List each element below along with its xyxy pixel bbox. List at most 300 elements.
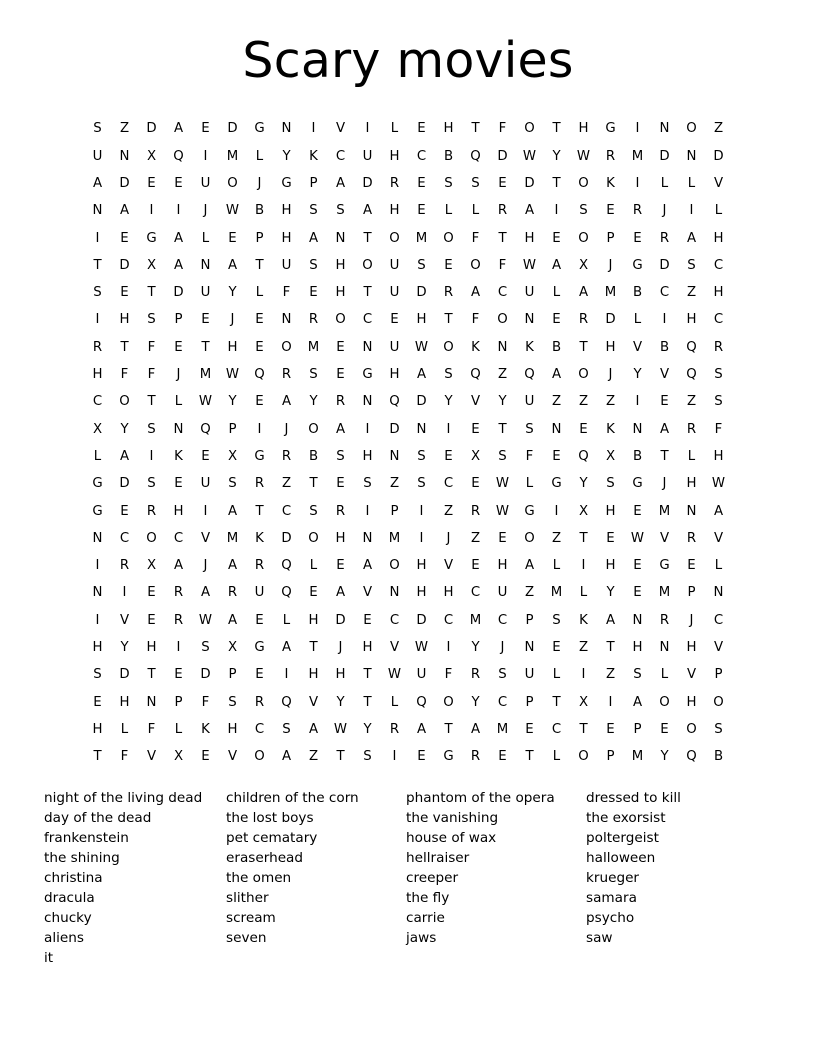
- grid-cell[interactable]: Y: [606, 585, 615, 601]
- grid-cell[interactable]: H: [632, 639, 643, 655]
- grid-cell[interactable]: U: [524, 394, 535, 410]
- grid-cell[interactable]: R: [443, 285, 454, 301]
- grid-cell[interactable]: O: [470, 257, 481, 273]
- grid-cell[interactable]: A: [686, 230, 697, 246]
- grid-cell[interactable]: G: [659, 558, 670, 574]
- grid-cell[interactable]: U: [281, 257, 292, 273]
- grid-cell[interactable]: Q: [281, 585, 292, 601]
- grid-cell[interactable]: A: [173, 121, 184, 137]
- grid-cell[interactable]: H: [92, 721, 103, 737]
- grid-cell[interactable]: H: [335, 257, 346, 273]
- grid-cell[interactable]: I: [203, 503, 208, 519]
- grid-cell[interactable]: P: [255, 230, 264, 246]
- grid-cell[interactable]: A: [227, 612, 238, 628]
- grid-cell[interactable]: N: [632, 421, 643, 437]
- grid-cell[interactable]: L: [255, 285, 264, 301]
- grid-cell[interactable]: T: [93, 257, 102, 273]
- grid-cell[interactable]: R: [254, 558, 265, 574]
- grid-cell[interactable]: H: [443, 585, 454, 601]
- word-list-item[interactable]: halloween: [586, 850, 656, 867]
- grid-cell[interactable]: E: [660, 721, 669, 737]
- grid-cell[interactable]: J: [662, 476, 667, 492]
- grid-cell[interactable]: Z: [605, 394, 616, 410]
- grid-cell[interactable]: A: [362, 558, 373, 574]
- grid-cell[interactable]: H: [416, 585, 427, 601]
- grid-cell[interactable]: G: [254, 639, 265, 655]
- grid-cell[interactable]: X: [578, 503, 589, 519]
- grid-cell[interactable]: M: [631, 749, 644, 765]
- grid-cell[interactable]: Y: [660, 749, 669, 765]
- grid-cell[interactable]: E: [498, 175, 507, 191]
- grid-cell[interactable]: E: [606, 530, 615, 546]
- grid-cell[interactable]: T: [147, 285, 156, 301]
- grid-cell[interactable]: I: [149, 203, 154, 219]
- grid-cell[interactable]: X: [146, 257, 157, 273]
- grid-cell[interactable]: O: [659, 694, 670, 710]
- grid-cell[interactable]: Y: [363, 721, 372, 737]
- grid-cell[interactable]: D: [659, 257, 670, 273]
- grid-cell[interactable]: E: [633, 585, 642, 601]
- grid-cell[interactable]: L: [687, 175, 696, 191]
- grid-cell[interactable]: U: [389, 257, 400, 273]
- grid-cell[interactable]: E: [255, 612, 264, 628]
- grid-cell[interactable]: T: [120, 339, 129, 355]
- grid-cell[interactable]: W: [630, 530, 645, 546]
- grid-cell[interactable]: A: [281, 394, 292, 410]
- grid-cell[interactable]: E: [660, 394, 669, 410]
- grid-cell[interactable]: L: [309, 558, 318, 574]
- grid-cell[interactable]: S: [525, 421, 534, 437]
- grid-cell[interactable]: L: [633, 312, 642, 328]
- grid-cell[interactable]: A: [335, 585, 346, 601]
- grid-cell[interactable]: I: [581, 667, 586, 683]
- grid-cell[interactable]: H: [605, 503, 616, 519]
- grid-cell[interactable]: M: [199, 367, 212, 383]
- grid-cell[interactable]: T: [363, 230, 372, 246]
- grid-cell[interactable]: E: [606, 721, 615, 737]
- grid-cell[interactable]: I: [95, 312, 100, 328]
- grid-cell[interactable]: Y: [336, 694, 345, 710]
- grid-cell[interactable]: Z: [551, 394, 562, 410]
- grid-cell[interactable]: E: [633, 503, 642, 519]
- grid-cell[interactable]: H: [389, 148, 400, 164]
- grid-cell[interactable]: L: [552, 558, 561, 574]
- grid-cell[interactable]: R: [254, 694, 265, 710]
- word-list-item[interactable]: dressed to kill: [586, 790, 681, 807]
- grid-cell[interactable]: C: [416, 148, 427, 164]
- grid-cell[interactable]: T: [498, 421, 507, 437]
- grid-cell[interactable]: A: [632, 694, 643, 710]
- grid-cell[interactable]: T: [309, 476, 318, 492]
- grid-cell[interactable]: M: [658, 585, 671, 601]
- grid-cell[interactable]: J: [500, 639, 505, 655]
- grid-cell[interactable]: A: [551, 257, 562, 273]
- grid-cell[interactable]: N: [173, 421, 184, 437]
- grid-cell[interactable]: G: [281, 175, 292, 191]
- word-list-item[interactable]: the shining: [44, 850, 120, 867]
- grid-cell[interactable]: K: [579, 612, 588, 628]
- grid-cell[interactable]: H: [362, 639, 373, 655]
- grid-cell[interactable]: I: [122, 585, 127, 601]
- grid-cell[interactable]: L: [390, 694, 399, 710]
- grid-cell[interactable]: R: [470, 503, 481, 519]
- grid-cell[interactable]: N: [713, 585, 724, 601]
- grid-cell[interactable]: G: [362, 367, 373, 383]
- grid-cell[interactable]: E: [606, 203, 615, 219]
- grid-cell[interactable]: K: [174, 448, 183, 464]
- grid-cell[interactable]: Z: [713, 121, 724, 137]
- grid-cell[interactable]: T: [363, 285, 372, 301]
- grid-cell[interactable]: E: [255, 339, 264, 355]
- grid-cell[interactable]: S: [417, 476, 426, 492]
- grid-cell[interactable]: E: [687, 558, 696, 574]
- grid-cell[interactable]: X: [227, 448, 238, 464]
- grid-cell[interactable]: Y: [309, 394, 318, 410]
- grid-cell[interactable]: F: [147, 721, 156, 737]
- grid-cell[interactable]: W: [522, 257, 537, 273]
- grid-cell[interactable]: W: [495, 476, 510, 492]
- grid-cell[interactable]: U: [200, 476, 211, 492]
- grid-cell[interactable]: O: [524, 530, 535, 546]
- grid-cell[interactable]: H: [227, 339, 238, 355]
- grid-cell[interactable]: E: [552, 639, 561, 655]
- grid-cell[interactable]: X: [578, 257, 589, 273]
- grid-cell[interactable]: N: [632, 612, 643, 628]
- grid-cell[interactable]: J: [203, 558, 208, 574]
- grid-cell[interactable]: D: [497, 148, 508, 164]
- grid-cell[interactable]: I: [365, 421, 370, 437]
- grid-cell[interactable]: X: [146, 558, 157, 574]
- grid-cell[interactable]: L: [714, 558, 723, 574]
- grid-cell[interactable]: G: [524, 503, 535, 519]
- grid-cell[interactable]: M: [415, 230, 428, 246]
- word-list-item[interactable]: samara: [586, 890, 637, 907]
- word-list-item[interactable]: pet cematary: [226, 830, 318, 847]
- grid-cell[interactable]: V: [227, 749, 238, 765]
- grid-cell[interactable]: W: [495, 503, 510, 519]
- grid-cell[interactable]: S: [714, 367, 723, 383]
- grid-cell[interactable]: E: [174, 339, 183, 355]
- grid-cell[interactable]: F: [120, 749, 129, 765]
- grid-cell[interactable]: I: [257, 421, 262, 437]
- grid-cell[interactable]: S: [309, 503, 318, 519]
- grid-cell[interactable]: T: [498, 230, 507, 246]
- grid-cell[interactable]: T: [147, 394, 156, 410]
- grid-cell[interactable]: G: [92, 503, 103, 519]
- grid-cell[interactable]: Y: [228, 394, 237, 410]
- grid-cell[interactable]: R: [389, 721, 400, 737]
- grid-cell[interactable]: Q: [470, 367, 481, 383]
- grid-cell[interactable]: A: [416, 721, 427, 737]
- grid-cell[interactable]: M: [307, 339, 320, 355]
- grid-cell[interactable]: Z: [551, 530, 562, 546]
- grid-cell[interactable]: S: [417, 257, 426, 273]
- grid-cell[interactable]: J: [608, 367, 613, 383]
- grid-cell[interactable]: I: [95, 558, 100, 574]
- grid-cell[interactable]: R: [389, 175, 400, 191]
- grid-cell[interactable]: A: [173, 230, 184, 246]
- grid-cell[interactable]: S: [579, 203, 588, 219]
- grid-cell[interactable]: V: [146, 749, 157, 765]
- grid-cell[interactable]: M: [658, 503, 671, 519]
- grid-cell[interactable]: A: [524, 558, 535, 574]
- grid-cell[interactable]: K: [606, 421, 615, 437]
- grid-cell[interactable]: F: [147, 339, 156, 355]
- grid-cell[interactable]: T: [336, 749, 345, 765]
- grid-cell[interactable]: I: [311, 121, 316, 137]
- grid-cell[interactable]: I: [203, 148, 208, 164]
- grid-cell[interactable]: Q: [686, 339, 697, 355]
- grid-cell[interactable]: U: [92, 148, 103, 164]
- grid-cell[interactable]: D: [227, 121, 238, 137]
- grid-cell[interactable]: L: [660, 175, 669, 191]
- grid-cell[interactable]: H: [686, 639, 697, 655]
- grid-cell[interactable]: U: [200, 175, 211, 191]
- grid-cell[interactable]: D: [416, 285, 427, 301]
- grid-cell[interactable]: Y: [120, 639, 129, 655]
- word-list-item[interactable]: phantom of the opera: [406, 790, 555, 807]
- word-list-item[interactable]: dracula: [44, 890, 95, 907]
- grid-cell[interactable]: D: [119, 476, 130, 492]
- word-list-item[interactable]: psycho: [586, 910, 635, 927]
- grid-cell[interactable]: I: [392, 749, 397, 765]
- grid-cell[interactable]: C: [362, 312, 373, 328]
- word-list-item[interactable]: day of the dead: [44, 810, 152, 827]
- grid-cell[interactable]: O: [578, 175, 589, 191]
- grid-cell[interactable]: O: [443, 694, 454, 710]
- grid-cell[interactable]: R: [659, 612, 670, 628]
- grid-cell[interactable]: Y: [444, 394, 453, 410]
- grid-cell[interactable]: E: [255, 667, 264, 683]
- grid-cell[interactable]: I: [689, 203, 694, 219]
- grid-cell[interactable]: H: [92, 367, 103, 383]
- grid-cell[interactable]: L: [714, 203, 723, 219]
- grid-cell[interactable]: R: [686, 421, 697, 437]
- grid-cell[interactable]: N: [389, 585, 400, 601]
- grid-cell[interactable]: D: [200, 667, 211, 683]
- grid-cell[interactable]: Y: [471, 639, 480, 655]
- grid-cell[interactable]: Z: [686, 394, 697, 410]
- grid-cell[interactable]: E: [147, 612, 156, 628]
- grid-cell[interactable]: Y: [498, 394, 507, 410]
- grid-cell[interactable]: R: [173, 585, 184, 601]
- grid-cell[interactable]: V: [470, 394, 481, 410]
- grid-cell[interactable]: Q: [200, 421, 211, 437]
- grid-cell[interactable]: P: [633, 721, 642, 737]
- grid-cell[interactable]: S: [336, 203, 345, 219]
- grid-cell[interactable]: X: [578, 694, 589, 710]
- grid-cell[interactable]: Q: [281, 694, 292, 710]
- grid-cell[interactable]: R: [281, 367, 292, 383]
- grid-cell[interactable]: V: [443, 558, 454, 574]
- grid-cell[interactable]: C: [497, 285, 508, 301]
- grid-cell[interactable]: R: [308, 312, 319, 328]
- grid-cell[interactable]: D: [416, 394, 427, 410]
- grid-cell[interactable]: L: [201, 230, 210, 246]
- grid-cell[interactable]: V: [200, 530, 211, 546]
- grid-cell[interactable]: T: [444, 721, 453, 737]
- grid-cell[interactable]: O: [578, 367, 589, 383]
- grid-cell[interactable]: K: [471, 339, 480, 355]
- grid-cell[interactable]: A: [308, 230, 319, 246]
- grid-cell[interactable]: A: [362, 203, 373, 219]
- grid-cell[interactable]: R: [146, 503, 157, 519]
- grid-cell[interactable]: D: [335, 612, 346, 628]
- grid-cell[interactable]: Z: [686, 285, 697, 301]
- grid-cell[interactable]: O: [281, 339, 292, 355]
- grid-cell[interactable]: S: [309, 203, 318, 219]
- grid-cell[interactable]: E: [579, 421, 588, 437]
- grid-cell[interactable]: S: [498, 667, 507, 683]
- grid-cell[interactable]: A: [281, 749, 292, 765]
- grid-cell[interactable]: F: [282, 285, 291, 301]
- grid-cell[interactable]: M: [226, 148, 239, 164]
- grid-cell[interactable]: H: [686, 694, 697, 710]
- grid-cell[interactable]: O: [578, 230, 589, 246]
- grid-cell[interactable]: E: [471, 558, 480, 574]
- grid-cell[interactable]: N: [119, 148, 130, 164]
- grid-cell[interactable]: G: [443, 749, 454, 765]
- grid-cell[interactable]: E: [363, 612, 372, 628]
- grid-cell[interactable]: H: [362, 448, 373, 464]
- grid-cell[interactable]: E: [417, 203, 426, 219]
- grid-cell[interactable]: E: [120, 230, 129, 246]
- grid-cell[interactable]: E: [417, 121, 426, 137]
- grid-cell[interactable]: Q: [578, 448, 589, 464]
- grid-cell[interactable]: N: [659, 121, 670, 137]
- grid-cell[interactable]: T: [579, 530, 588, 546]
- grid-cell[interactable]: H: [686, 312, 697, 328]
- word-list-item[interactable]: carrie: [406, 910, 445, 927]
- grid-cell[interactable]: E: [498, 749, 507, 765]
- grid-cell[interactable]: E: [471, 476, 480, 492]
- grid-cell[interactable]: B: [659, 339, 670, 355]
- grid-cell[interactable]: G: [632, 476, 643, 492]
- grid-cell[interactable]: Z: [308, 749, 319, 765]
- grid-cell[interactable]: C: [254, 721, 265, 737]
- grid-cell[interactable]: U: [362, 148, 373, 164]
- grid-cell[interactable]: T: [147, 667, 156, 683]
- grid-cell[interactable]: M: [604, 285, 617, 301]
- grid-cell[interactable]: H: [227, 721, 238, 737]
- grid-cell[interactable]: V: [686, 667, 697, 683]
- grid-cell[interactable]: E: [336, 476, 345, 492]
- grid-cell[interactable]: A: [659, 421, 670, 437]
- grid-cell[interactable]: H: [686, 476, 697, 492]
- grid-cell[interactable]: Y: [579, 476, 588, 492]
- grid-cell[interactable]: O: [227, 175, 238, 191]
- grid-cell[interactable]: B: [632, 448, 643, 464]
- grid-cell[interactable]: F: [714, 421, 723, 437]
- grid-cell[interactable]: A: [551, 367, 562, 383]
- grid-cell[interactable]: W: [576, 148, 591, 164]
- grid-cell[interactable]: R: [632, 203, 643, 219]
- grid-cell[interactable]: S: [714, 394, 723, 410]
- grid-cell[interactable]: P: [228, 667, 237, 683]
- grid-cell[interactable]: Q: [524, 367, 535, 383]
- grid-cell[interactable]: N: [335, 230, 346, 246]
- grid-cell[interactable]: P: [228, 421, 237, 437]
- grid-cell[interactable]: H: [578, 121, 589, 137]
- grid-cell[interactable]: F: [498, 121, 507, 137]
- grid-cell[interactable]: A: [200, 585, 211, 601]
- grid-cell[interactable]: I: [554, 203, 559, 219]
- grid-cell[interactable]: N: [686, 503, 697, 519]
- grid-cell[interactable]: Y: [552, 148, 561, 164]
- grid-cell[interactable]: O: [146, 530, 157, 546]
- grid-cell[interactable]: T: [255, 257, 264, 273]
- grid-cell[interactable]: D: [119, 667, 130, 683]
- grid-cell[interactable]: R: [281, 448, 292, 464]
- grid-cell[interactable]: V: [713, 530, 724, 546]
- grid-cell[interactable]: G: [92, 476, 103, 492]
- grid-cell[interactable]: T: [552, 175, 561, 191]
- grid-cell[interactable]: S: [336, 448, 345, 464]
- word-list-item[interactable]: hellraiser: [406, 850, 470, 867]
- grid-cell[interactable]: M: [226, 530, 239, 546]
- grid-cell[interactable]: U: [524, 667, 535, 683]
- grid-cell[interactable]: W: [414, 339, 429, 355]
- grid-cell[interactable]: L: [687, 448, 696, 464]
- word-list-item[interactable]: eraserhead: [226, 850, 304, 867]
- word-list-item[interactable]: christina: [44, 870, 103, 887]
- grid-cell[interactable]: M: [388, 530, 401, 546]
- grid-cell[interactable]: Y: [471, 694, 480, 710]
- grid-cell[interactable]: C: [173, 530, 184, 546]
- grid-cell[interactable]: F: [525, 448, 534, 464]
- grid-cell[interactable]: H: [335, 285, 346, 301]
- grid-cell[interactable]: S: [363, 476, 372, 492]
- grid-cell[interactable]: E: [309, 585, 318, 601]
- grid-cell[interactable]: W: [225, 367, 240, 383]
- grid-cell[interactable]: R: [497, 203, 508, 219]
- grid-cell[interactable]: T: [309, 639, 318, 655]
- grid-cell[interactable]: S: [228, 476, 237, 492]
- word-list-item[interactable]: the fly: [406, 890, 450, 907]
- grid-cell[interactable]: G: [146, 230, 157, 246]
- word-list-item[interactable]: seven: [226, 930, 267, 947]
- grid-cell[interactable]: W: [387, 667, 402, 683]
- grid-cell[interactable]: S: [687, 257, 696, 273]
- grid-cell[interactable]: G: [632, 257, 643, 273]
- grid-cell[interactable]: D: [146, 121, 157, 137]
- grid-cell[interactable]: L: [282, 612, 291, 628]
- grid-cell[interactable]: N: [92, 203, 103, 219]
- grid-cell[interactable]: N: [659, 639, 670, 655]
- grid-cell[interactable]: A: [470, 285, 481, 301]
- grid-cell[interactable]: V: [659, 367, 670, 383]
- grid-cell[interactable]: C: [713, 312, 724, 328]
- grid-cell[interactable]: F: [471, 312, 480, 328]
- grid-cell[interactable]: L: [579, 585, 588, 601]
- grid-cell[interactable]: I: [149, 448, 154, 464]
- grid-cell[interactable]: K: [309, 148, 318, 164]
- grid-cell[interactable]: Z: [119, 121, 130, 137]
- grid-cell[interactable]: V: [713, 175, 724, 191]
- grid-cell[interactable]: M: [496, 721, 509, 737]
- word-list-item[interactable]: creeper: [406, 870, 459, 887]
- grid-cell[interactable]: E: [174, 667, 183, 683]
- grid-cell[interactable]: S: [714, 721, 723, 737]
- grid-cell[interactable]: A: [416, 367, 427, 383]
- grid-cell[interactable]: T: [201, 339, 210, 355]
- grid-cell[interactable]: H: [335, 530, 346, 546]
- grid-cell[interactable]: A: [281, 639, 292, 655]
- grid-cell[interactable]: A: [335, 421, 346, 437]
- grid-cell[interactable]: Z: [578, 394, 589, 410]
- grid-cell[interactable]: J: [689, 612, 694, 628]
- grid-cell[interactable]: Q: [389, 394, 400, 410]
